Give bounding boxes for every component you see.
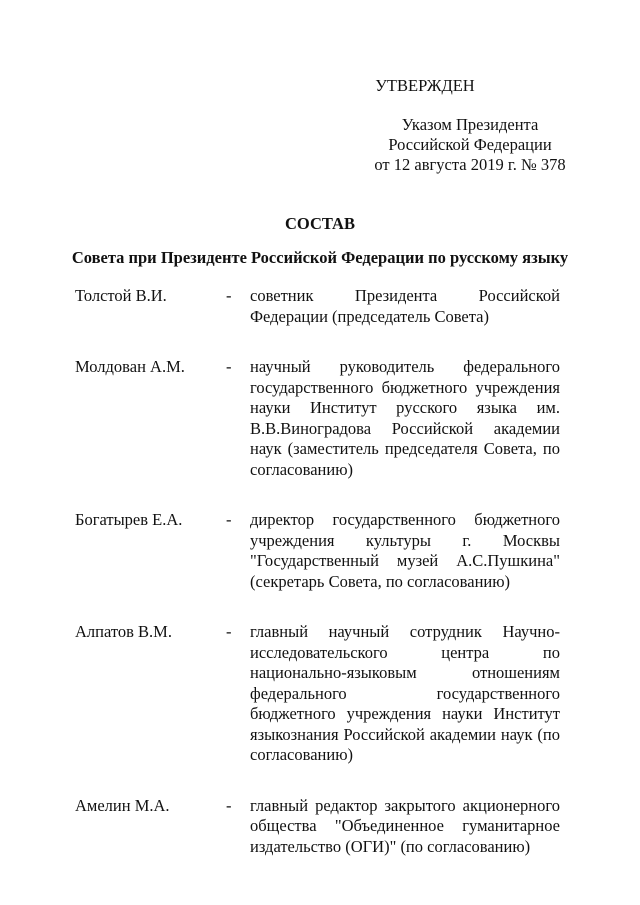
member-description: главный редактор закрытого акционерного общества "Объединенное гуманитарное издательство (ОГИ)" (по согласованию): [250, 795, 560, 856]
member-name: Амелин М.А.: [75, 795, 170, 815]
member-description: директор государственного бюджетного учреждения культуры г. Москвы "Государственный музей А.С.Пушкина" (секретарь Совета, по согласованию): [250, 510, 560, 591]
member-row: [75, 622, 565, 766]
row-spacer: [75, 480, 565, 510]
member-row: [75, 796, 565, 858]
member-name: Толстой В.И.: [75, 286, 167, 305]
approval-line: Российской Федерации: [388, 135, 552, 154]
member-name: Молдован А.М.: [75, 357, 185, 376]
member-description: главный научный сотрудник Научно-исследовательского центра по национально-языковым отношениям федерального государственного бюджетного учреждения науки Институт языкознания Российской академии наук (по согласованию): [250, 622, 560, 764]
document-heading: [0, 214, 640, 268]
member-name: Алпатов В.М.: [75, 622, 172, 641]
member-dash: -: [226, 622, 232, 641]
member-dash: -: [226, 510, 232, 529]
row-spacer: [75, 592, 565, 622]
member-dash: -: [226, 357, 232, 376]
approval-stamp: [340, 76, 600, 175]
approval-heading: УТВЕРЖДЕН: [375, 76, 475, 95]
member-dash: -: [226, 795, 232, 815]
document-title: СОСТАВ: [285, 214, 355, 233]
member-row: [75, 510, 565, 592]
approval-line: от 12 августа 2019 г. № 378: [374, 155, 566, 174]
member-description: советник Президента Российской Федерации (председатель Совета): [250, 286, 560, 326]
member-description: научный руководитель федерального государственного бюджетного учреждения науки Институт русского языка им. В.В.Виноградова Российской академии наук (заместитель председателя Совета, по согласованию): [250, 357, 560, 479]
member-dash: -: [226, 286, 232, 305]
member-name: Богатырев Е.А.: [75, 510, 183, 529]
member-row: [75, 357, 565, 480]
row-spacer: [75, 327, 565, 357]
document-subtitle: Совета при Президенте Российской Федерации по русскому языку: [71, 248, 569, 267]
member-row: [75, 286, 565, 327]
member-list: [75, 286, 565, 857]
approval-line: Указом Президента: [401, 115, 539, 134]
row-spacer: [75, 766, 565, 796]
